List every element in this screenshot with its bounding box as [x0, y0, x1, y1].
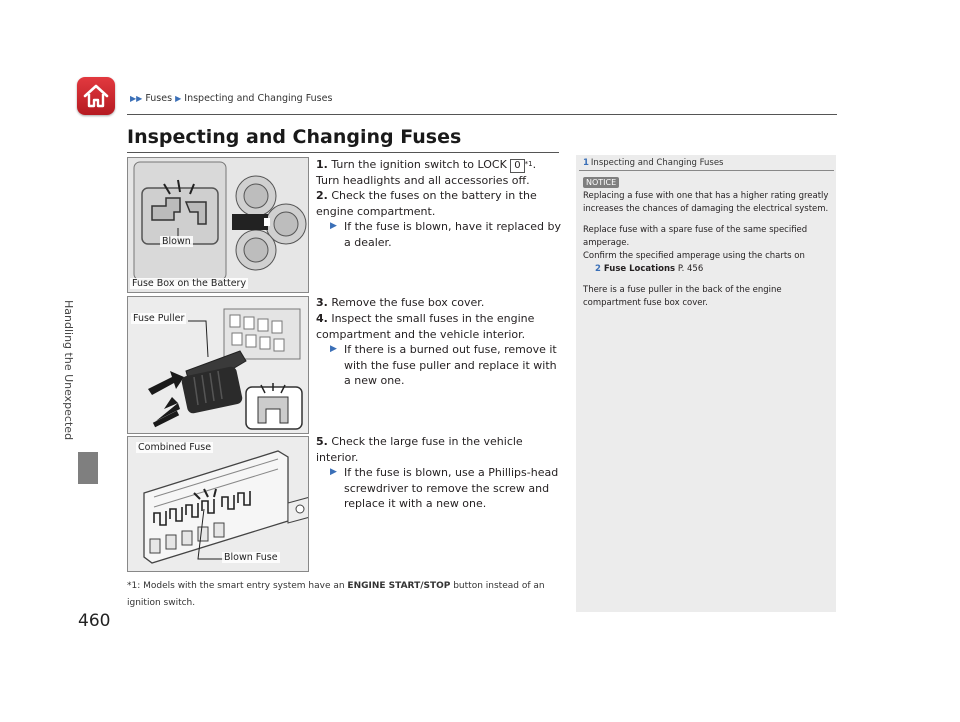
step-text: Inspect the small fuses in the engine compartment and the vehicle interior.: [316, 312, 535, 341]
notes-paragraph: There is a fuse puller in the back of the engine compartment fuse box cover.: [583, 285, 782, 308]
fuse-locations-link[interactable]: [583, 263, 831, 276]
substep-text: If there is a burned out fuse, remove it with the fuse puller and replace it with a new one.: [344, 343, 557, 387]
breadcrumb: [130, 93, 332, 104]
notes-paragraph: Replace fuse with a spare fuse of the same specified amperage.: [583, 225, 808, 248]
step-3: [316, 295, 484, 311]
title-rule: [127, 152, 559, 153]
home-button[interactable]: [77, 77, 115, 115]
breadcrumb-arrow-icon: ▶: [175, 94, 182, 103]
home-icon: [82, 82, 110, 110]
reference-title: Fuse Locations: [603, 264, 676, 274]
step-number: 5.: [316, 435, 328, 448]
step-number: 1.: [316, 158, 328, 171]
substep-text: If the fuse is blown, use a Phillips-head screwdriver to remove the screw and replace it with a new one.: [344, 466, 559, 510]
step-4: [316, 311, 561, 389]
notes-heading-text: Inspecting and Changing Fuses: [590, 158, 724, 168]
label-combined-fuse: Combined Fuse: [138, 442, 212, 453]
notes-bullet-icon: 1: [583, 158, 589, 168]
step-number: 4.: [316, 312, 328, 325]
page-number: 460: [78, 611, 111, 631]
footnote-text: *1: Models with the smart entry system have an: [127, 581, 348, 591]
combined-fuse-illustration: [128, 437, 308, 571]
step-number: 3.: [316, 296, 328, 309]
step-5: [316, 434, 561, 512]
step-text: Check the large fuse in the vehicle interior.: [316, 435, 523, 464]
chapter-label-text: Handling the Unexpected: [62, 300, 75, 441]
breadcrumb-item-current: Inspecting and Changing Fuses: [184, 93, 333, 104]
step-2: [316, 188, 561, 250]
chapter-label: [62, 300, 76, 600]
figure-fuse-puller: [127, 296, 309, 434]
reference-icon: 2: [595, 264, 601, 274]
label-blown: Blown: [162, 236, 191, 247]
reference-page: P. 456: [677, 264, 704, 274]
step-text: Remove the fuse box cover.: [331, 296, 485, 309]
breadcrumb-item-fuses[interactable]: Fuses: [145, 93, 173, 104]
footnote-button-name: ENGINE START/STOP: [347, 581, 451, 591]
step-text-continued: . Turn headlights and all accessories off.: [316, 158, 537, 187]
notes-paragraph: Confirm the specified amperage using the charts on: [583, 251, 805, 261]
step-text: Turn the ignition switch to LOCK: [331, 158, 507, 171]
notes-heading: [583, 158, 723, 168]
substep-arrow-icon: ▶: [330, 467, 337, 477]
step-1: [316, 157, 561, 189]
notes-paragraph: Replacing a fuse with one that has a higher rating greatly increases the chances of damaging the electrical system.: [583, 191, 829, 214]
label-blown-fuse: Blown Fuse: [224, 552, 278, 563]
chapter-tab[interactable]: [78, 452, 98, 484]
footnote: [127, 578, 559, 612]
page-title: Inspecting and Changing Fuses: [127, 126, 462, 148]
footnote-text-end: button instead of an ignition switch.: [127, 581, 545, 608]
step-substep: [316, 342, 561, 389]
lock-position-symbol: 0: [510, 159, 524, 173]
notes-body: [583, 190, 831, 318]
substep-text: If the fuse is blown, have it replaced by a dealer.: [344, 220, 561, 249]
figure-combined-fuse: [127, 436, 309, 572]
step-substep: [316, 219, 561, 250]
step-substep: [316, 465, 561, 512]
notice-badge: NOTICE: [583, 177, 619, 188]
label-fuse-puller: Fuse Puller: [133, 313, 185, 324]
fuse-box-battery-illustration: [128, 158, 308, 292]
breadcrumb-arrow-icon: ▶▶: [130, 94, 143, 103]
header-rule: [127, 114, 837, 115]
substep-arrow-icon: ▶: [330, 344, 337, 354]
footnote-marker: *1: [524, 160, 533, 168]
notes-rule: [579, 170, 834, 171]
step-text: Check the fuses on the battery in the engine compartment.: [316, 189, 537, 218]
step-number: 2.: [316, 189, 328, 202]
figure-fuse-box-battery: [127, 157, 309, 293]
substep-arrow-icon: ▶: [330, 221, 337, 231]
label-fuse-box-battery: Fuse Box on the Battery: [132, 278, 247, 289]
